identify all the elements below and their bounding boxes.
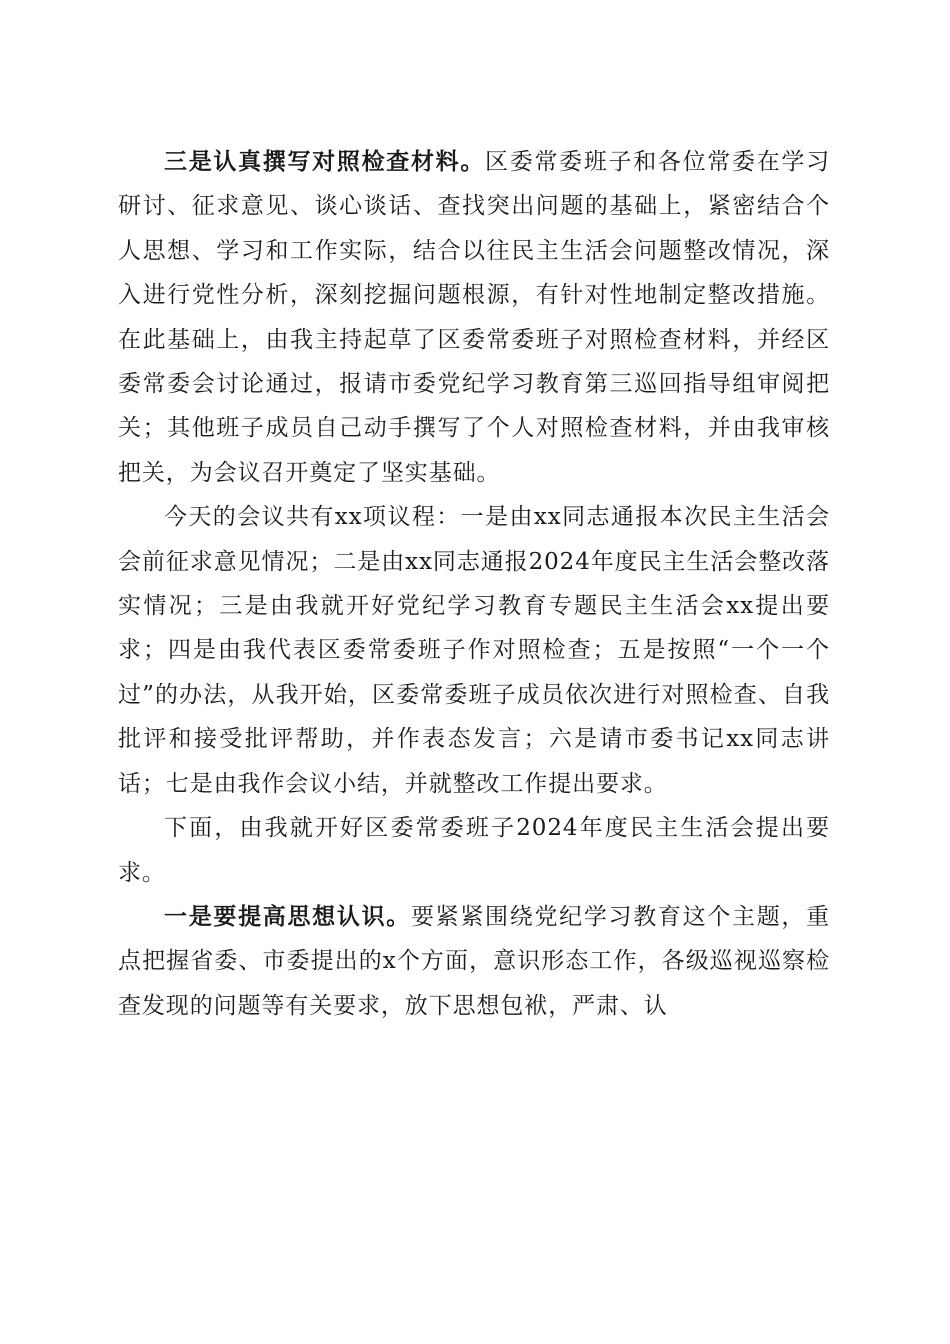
paragraph-review-materials [118,140,830,495]
document-body [118,140,830,1028]
paragraph-heading: 一是要提高思想认识。 [164,902,411,930]
paragraph-text: 区委常委班子和各位常委在学习研讨、征求意见、谈心谈话、查找突出问题的基础上，紧密结合个人思想、学习和工作实际，结合以往民主生活会问题整改情况，深入进行党性分析，深刻挖掘问题根源，有针对性地制定整改措施。在此基础上，由我主持起草了区委常委班子对照检查材料，并经区委常委会讨论通过，报请市委党纪学习教育第三巡回指导组审阅把关；其他班子成员自己动手撰写了个人对照检查材料，并由我审核把关，为会议召开奠定了坚实基础。 [118,149,830,486]
paragraph-text: 今天的会议共有xx项议程：一是由xx同志通报本次民主生活会会前征求意见情况；二是由xx同志通报2024年度民主生活会整改落实情况；三是由我就开好党纪学习教育专题民主生活会xx提出要求；四是由我代表区委常委班子作对照检查；五是按照“一个一个过”的办法，从我开始，区委常委班子成员依次进行对照检查、自我批评和接受批评帮助，并作表态发言；六是请市委书记xx同志讲话；七是由我作会议小结，并就整改工作提出要求。 [118,504,830,797]
paragraph-text: 下面，由我就开好区委常委班子2024年度民主生活会提出要求。 [118,815,830,886]
paragraph-raise-awareness [118,895,830,1028]
paragraph-requirements-intro [118,806,830,895]
paragraph-text: 要紧紧围绕党纪学习教育这个主题，重点把握省委、市委提出的x个方面，意识形态工作，各级巡视巡察检查发现的问题等有关要求，放下思想包袱，严肃、认 [118,903,830,1019]
paragraph-meeting-agenda [118,495,830,806]
paragraph-heading: 三是认真撰写对照检查材料。 [164,148,486,175]
